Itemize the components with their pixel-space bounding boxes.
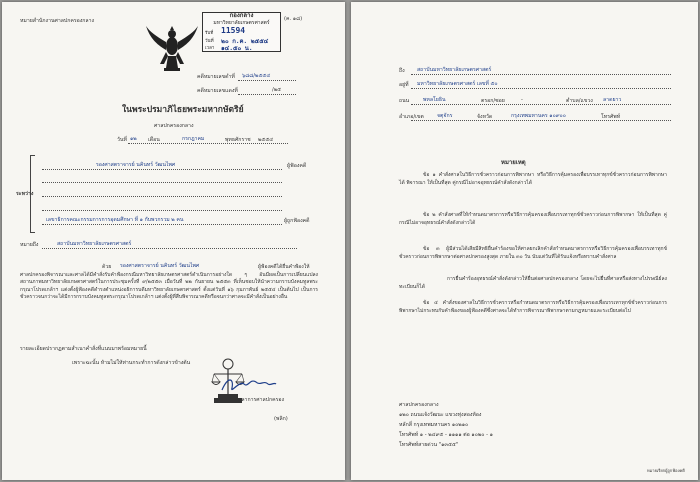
closing-line: รายละเอียดปรากฏตามสำเนาคำสั่งที่แนบมาพร้อมหมายนี้ (20, 346, 147, 352)
note-item: ข้อ ๓ ผู้มีส่วนได้เสียมีสิทธิยื่นคำร้องขอให้ศาลยกเลิกคำสั่งกำหนดมาตรการหรือวิธีการคุ้มครองเพื่อบรรเทาทุกข์ชั่วคราวก่อนการพิพากษาต่อศาลปกครองสูงสุด ภายใน ๓๐ วัน นับแต่วันที่ได้รับแจ้งหรือทราบคำสั่งศาล (399, 246, 667, 260)
defendant-name: เลขาธิการคณะกรรมการการอุดมศึกษา ที่ ๑ กับพวกรวม ๒ คน (46, 217, 184, 223)
court-hotline: โทรศัพท์สายด่วน "๑๓๕๕" (399, 442, 459, 448)
judge-title: ตุลาการศาลปกครอง (238, 397, 285, 403)
body-prefix: ด้วย (102, 264, 112, 270)
date-year: ๒๕๕๔ (258, 137, 274, 143)
court-address-line-2: หลักสี่ กรุงเทพมหานคร ๑๐๒๑๐ (399, 422, 469, 428)
body-paragraph: ผู้ฟ้องคดีได้ยื่นคำฟ้องให้ศาลปกครองพิจารณาและศาลได้มีคำสั่งรับคำฟ้องกรณีมหาวิทยาลัยเกษตรศาสตร์ดำเนินการอย่างใด ๆ อันมีผลเป็นการเปลี่ยนแปลงสถานภาพมหาวิทยาลัยเกษตรศาสตร์ในการประชุมครั้งที่ ๙/๒๕๕๓ เมื่อวันที่ ๒๒ กันยายน ๒๕๕๓ ที่เห็นชอบให้นำความกราบบังคมทูลพระกรุณาโปรดเกล้าฯ แต่งตั้งผู้ฟ้องคดีดำรงตำแหน่งอธิการบดีมหาวิทยาลัยเกษตรศาสตร์ ตั้งแต่วันที่ ๑๖ กุมภาพันธ์ ๒๕๕๔ เป็นต้นไป เป็นการชั่วคราวจนกว่าจะได้มีการกราบบังคมทูลพระกรุณาโปรดเกล้าฯ แต่งตั้งผู้ที่สืบพิจารณาคดีหรือจนกว่าศาลจะมีคำสั่งเป็นอย่างอื่น (20, 264, 318, 301)
district-label: อำเภอ/เขต (399, 114, 424, 120)
court-block-name: ศาลปกครองกลาง (399, 402, 439, 408)
black-case-value: ๖๘๘/๒๕๕๔ (242, 73, 271, 79)
between-label: ระหว่าง (16, 191, 34, 197)
phone-label: โทรศัพท์ (601, 114, 621, 120)
stamp-time-label: เวลา (205, 46, 215, 51)
stamp-university: มหาวิทยาลัยเกษตรศาสตร์ (213, 20, 270, 26)
stamp-office: กองกลาง (229, 12, 254, 19)
right-document-page (351, 2, 698, 480)
red-case-label: คดีหมายเลขแดงที่ (197, 88, 238, 94)
road-value: พหลโยธิน (423, 97, 446, 103)
receipt-stamp (202, 12, 281, 52)
date-month: กรกฎาคม (182, 136, 205, 142)
authority-line: เพราะฉะนั้น ห้ามไม่ให้ท่านกระทำการดังกล่าวข้างต้น (72, 360, 191, 366)
soi-value: - (521, 97, 523, 103)
stamp-date-value: ๒๐ ก.ค. ๒๕๕๔ (221, 38, 269, 45)
road-label: ถนน (399, 98, 410, 104)
form-code: (ค. ๑๘) (284, 16, 303, 22)
stamp-no-value: 11594 (221, 26, 246, 35)
stamp-time-value: ๑๔.๕๐ น. (221, 45, 253, 52)
garuda-emblem-icon (144, 22, 200, 74)
soi-label: ตรอก/ซอย (481, 98, 505, 104)
recipient-label: ถึง (399, 68, 405, 74)
note-item: การยื่นคำร้องอุทธรณ์คำสั่งดังกล่าวให้ยื่นต่อศาลปกครองกลาง โดยจะไปยื่นที่ศาลหรือส่งทางไปรษณีย์ลงทะเบียนก็ได้ (399, 276, 667, 290)
note-item: ข้อ ๔ คำสั่งของศาลในวิธีการชั่วคราวหรือกำหนดมาตรการหรือวิธีการคุ้มครองเพื่อบรรเทาทุกข์ชั่วคราวก่อนการพิพากษาไม่กระทบกับคำฟ้องของผู้ฟ้องคดีซึ่งศาลจะได้ทำการพิจารณาพิพากษาตามกฎหมายและระเบียบต่อไป (399, 300, 667, 314)
to-value: สถาบันมหาวิทยาลัยเกษตรศาสตร์ (57, 241, 132, 247)
body-name: รองศาสตราจารย์ นคินทร์ วัฒนไพศ (120, 263, 200, 269)
turn-page-note: (พลิก) (274, 416, 288, 422)
footer-note: หมายเรียกผู้ถูกฟ้องคดี (647, 468, 685, 473)
judge-signature (220, 374, 278, 396)
notes-title: หมายเหตุ (501, 159, 526, 166)
court-name: ศาลปกครองกลาง (154, 123, 194, 129)
note-item: ข้อ ๑ คำสั่งศาลในวิธีการชั่วคราวก่อนการพิพากษา หรือวิธีการคุ้มครองเพื่อบรรเทาทุกข์ชั่วคราวก่อนการพิพากษาได้ พิจารณา ให้เป็นที่สุด คู่กรณีไม่อาจอุทธรณ์คำสั่งดังกล่าวได้ (399, 172, 667, 186)
to-label: หมายถึง (20, 242, 39, 248)
date-year-label: พุทธศักราช (225, 137, 251, 143)
recipient-value: สถาบันมหาวิทยาลัยเกษตรศาสตร์ (417, 67, 492, 73)
subdistrict-value: ลาดยาว (603, 97, 622, 103)
date-day-label: วันที่ (117, 137, 127, 143)
date-day: ๑๒ (130, 136, 137, 142)
address-label: อยู่ที่ (399, 82, 409, 88)
date-month-label: เดือน (148, 137, 160, 143)
address-value: มหาวิทยาลัยเกษตรศาสตร์ เลขที่ ๕๐ (417, 81, 498, 87)
defendant-role: ผู้ถูกฟ้องคดี (284, 218, 310, 224)
court-address-line-1: ๑๒๐ ถนนแจ้งวัฒนะ แขวงทุ่งสองห้อง (399, 412, 482, 418)
subdistrict-label: ตำบล/แขวง (566, 98, 593, 104)
black-case-label: คดีหมายเลขดำที่ (197, 74, 235, 80)
province-value: กรุงเทพมหานคร ๑๐๙๐๐ (511, 113, 566, 119)
stamp-no-label: รับที่ (205, 31, 214, 36)
court-phone: โทรศัพท์ ๑ - ๒๔๙๕ - ๑๑๑๑ ต่อ ๑๐๒๐ - ๑ (399, 432, 493, 438)
office-header-note: หมายสำนักงานศาลปกครองกลาง (20, 18, 95, 24)
document-title: ในพระปรมาภิไธยพระมหากษัตริย์ (122, 105, 244, 115)
plaintiff-name: รองศาสตราจารย์ นคินทร์ วัฒนไพศ (96, 162, 176, 168)
plaintiff-role: ผู้ฟ้องคดี (287, 163, 307, 169)
left-document-page (2, 2, 345, 480)
note-item: ข้อ ๒ คำสั่งศาลที่ให้กำหนดมาตรการหรือวิธีการคุ้มครองเพื่อบรรเทาทุกข์ชั่วคราวก่อนการพิพากษา ให้เป็นที่สุด คู่กรณีไม่อาจอุทธรณ์คำสั่งดังกล่าวได้ (399, 212, 667, 226)
district-value: จตุจักร (437, 113, 453, 119)
stamp-date-label: วันที่ (205, 39, 214, 44)
red-case-value: /๒๕ (272, 87, 282, 93)
province-label: จังหวัด (477, 114, 493, 120)
